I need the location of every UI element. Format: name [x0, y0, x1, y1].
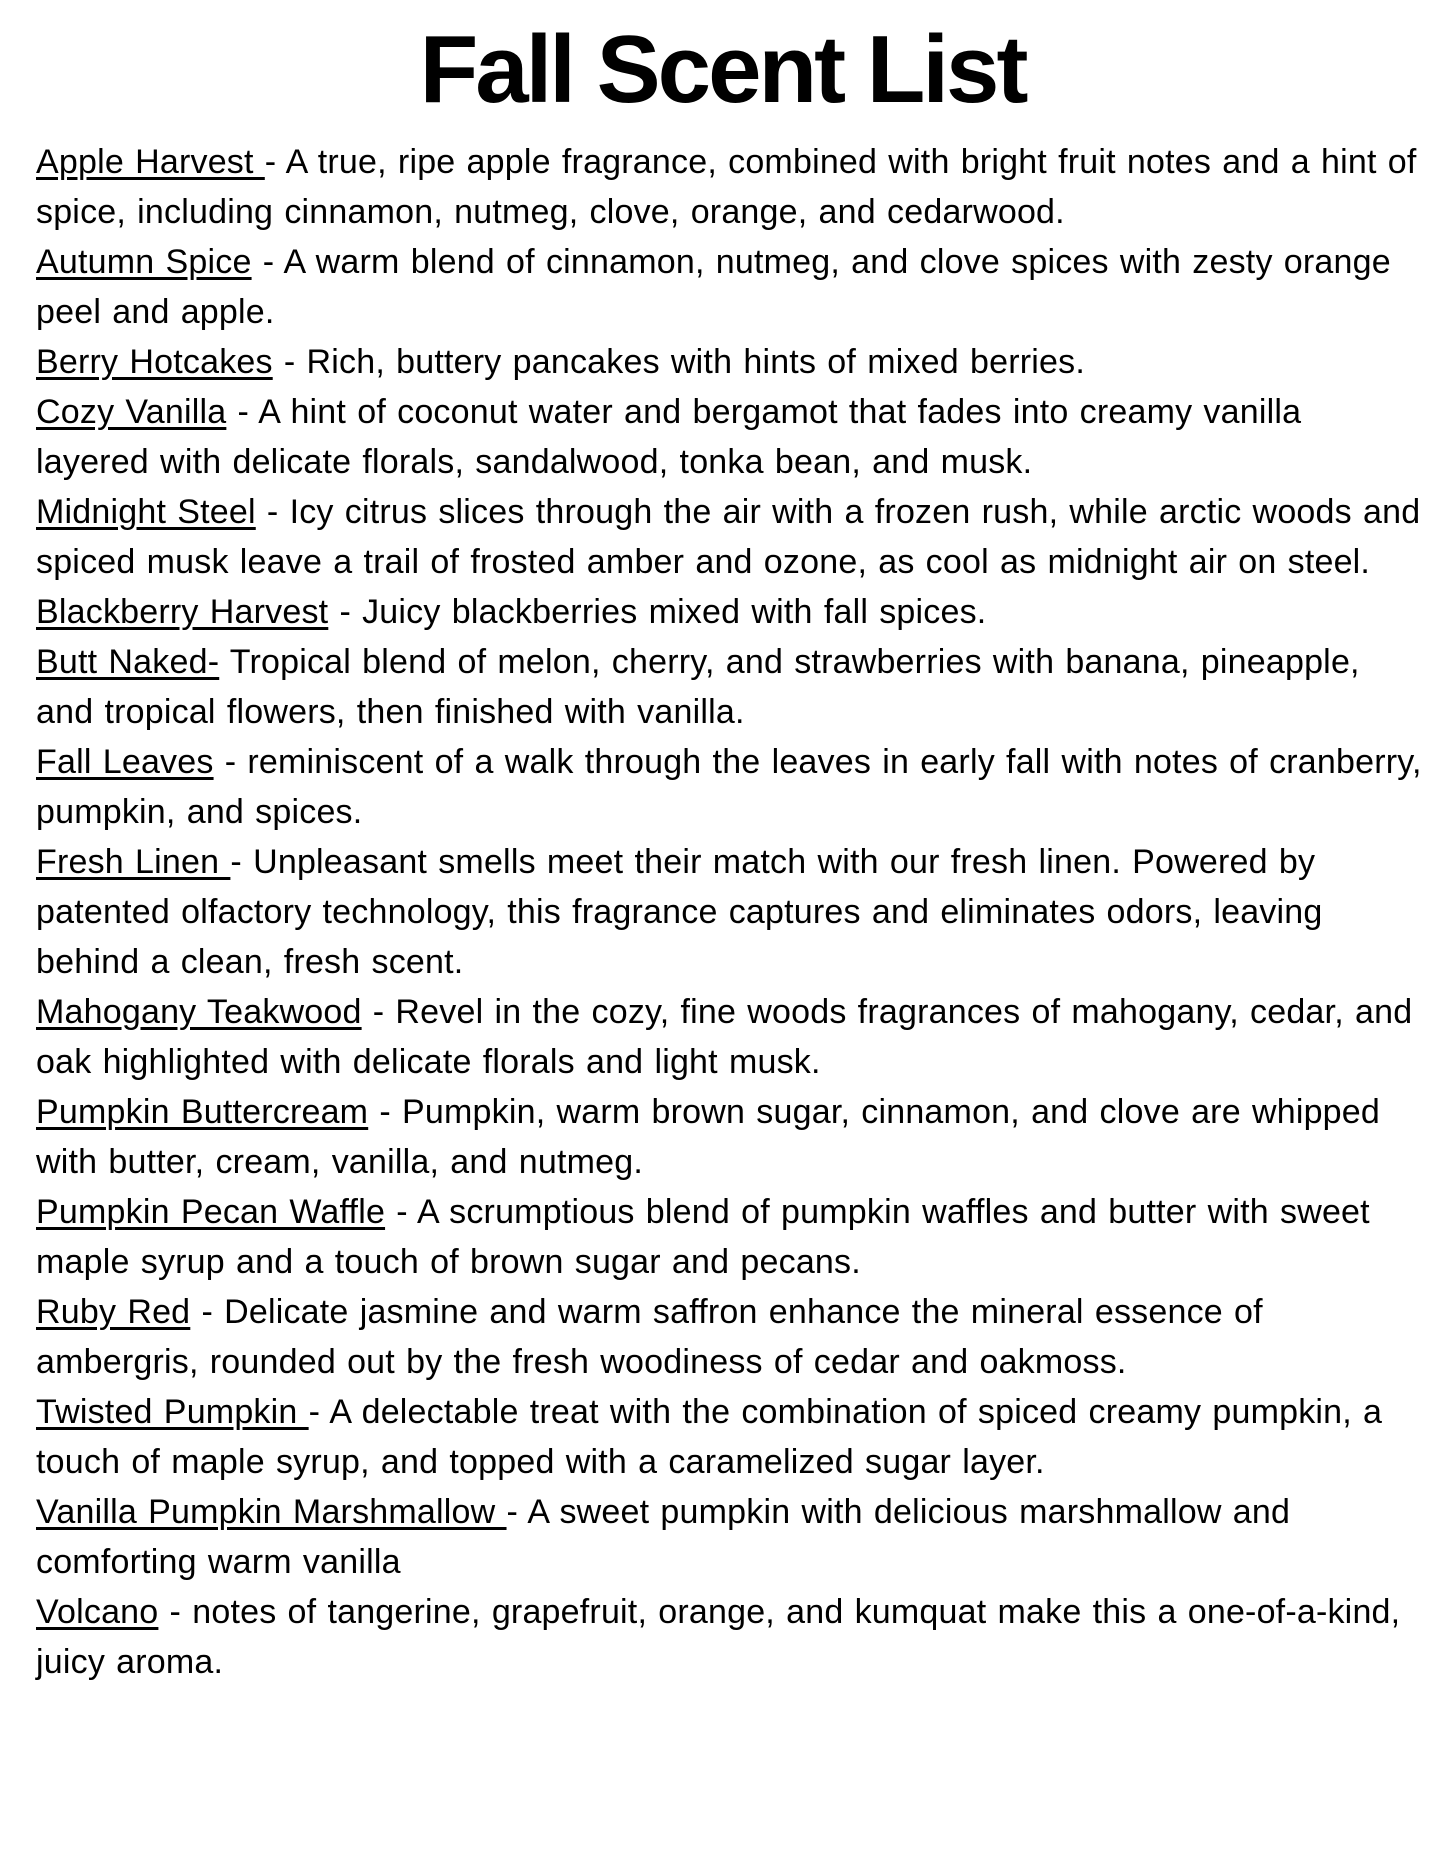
scent-name: Pumpkin Pecan Waffle	[36, 1192, 386, 1231]
scent-name: Midnight Steel	[36, 492, 256, 531]
scent-item	[36, 137, 1425, 237]
scent-description: - reminiscent of a walk through the leaves in early fall with notes of cranberry, pumpkin, and spices.	[36, 742, 1422, 831]
scent-item	[36, 337, 1425, 387]
scent-description: - Unpleasant smells meet their match with our fresh linen. Powered by patented olfactory technology, this fragrance captures and eliminates odors, leaving behind a clean, fresh scent.	[36, 842, 1323, 981]
scent-name: Mahogany Teakwood	[36, 992, 362, 1031]
scent-item	[36, 587, 1425, 637]
scent-item	[36, 387, 1425, 487]
scent-name: Fall Leaves	[36, 742, 214, 781]
scent-name: Twisted Pumpkin	[36, 1392, 309, 1431]
scent-item	[36, 637, 1425, 737]
scent-item	[36, 487, 1425, 587]
scent-name: Pumpkin Buttercream	[36, 1092, 369, 1131]
scent-item	[36, 237, 1425, 337]
scent-name: Ruby Red	[36, 1292, 191, 1331]
scent-item	[36, 987, 1425, 1087]
scent-description: - notes of tangerine, grapefruit, orange, and kumquat make this a one-of-a-kind, juicy aroma.	[36, 1592, 1401, 1681]
scent-item	[36, 1187, 1425, 1287]
scent-description: - A scrumptious blend of pumpkin waffles and butter with sweet maple syrup and a touch of brown sugar and pecans.	[36, 1192, 1370, 1281]
scent-name: Apple Harvest	[36, 142, 265, 181]
scent-name: Berry Hotcakes	[36, 342, 273, 381]
scent-item	[36, 1587, 1425, 1687]
scent-name: Cozy Vanilla	[36, 392, 227, 431]
scent-name: Volcano	[36, 1592, 159, 1631]
page-title: Fall Scent List	[419, 16, 1026, 123]
scent-item	[36, 837, 1425, 987]
scent-description: - A hint of coconut water and bergamot that fades into creamy vanilla layered with delicate florals, sandalwood, tonka bean, and musk.	[36, 392, 1302, 481]
scent-item	[36, 1387, 1425, 1487]
scent-description: - A true, ripe apple fragrance, combined with bright fruit notes and a hint of spice, including cinnamon, nutmeg, clove, orange, and cedarwood.	[36, 142, 1417, 231]
scent-item	[36, 737, 1425, 837]
scent-description: - Icy citrus slices through the air with a frozen rush, while arctic woods and spiced musk leave a trail of frosted amber and ozone, as cool as midnight air on steel.	[36, 492, 1421, 581]
scent-list	[36, 137, 1425, 1687]
scent-description: - Pumpkin, warm brown sugar, cinnamon, and clove are whipped with butter, cream, vanilla, and nutmeg.	[36, 1092, 1381, 1181]
scent-name: Autumn Spice	[36, 242, 252, 281]
scent-name: Butt Naked-	[36, 642, 220, 681]
scent-name: Fresh Linen	[36, 842, 231, 881]
scent-description: Tropical blend of melon, cherry, and strawberries with banana, pineapple, and tropical flowers, then finished with vanilla.	[36, 642, 1360, 731]
scent-item	[36, 1487, 1425, 1587]
scent-description: - A warm blend of cinnamon, nutmeg, and clove spices with zesty orange peel and apple.	[36, 242, 1391, 331]
scent-name: Vanilla Pumpkin Marshmallow	[36, 1492, 507, 1531]
scent-description: - Juicy blackberries mixed with fall spices.	[328, 592, 987, 631]
scent-description: - Delicate jasmine and warm saffron enhance the mineral essence of ambergris, rounded out by the fresh woodiness of cedar and oakmoss.	[36, 1292, 1263, 1381]
scent-description: - A delectable treat with the combination of spiced creamy pumpkin, a touch of maple syrup, and topped with a caramelized sugar layer.	[36, 1392, 1383, 1481]
scent-description: - A sweet pumpkin with delicious marshmallow and comforting warm vanilla	[36, 1492, 1291, 1581]
scent-name: Blackberry Harvest	[36, 592, 329, 631]
scent-item	[36, 1287, 1425, 1387]
scent-item	[36, 1087, 1425, 1187]
scent-description: - Rich, buttery pancakes with hints of mixed berries.	[272, 342, 1086, 381]
scent-description: - Revel in the cozy, fine woods fragrances of mahogany, cedar, and oak highlighted with delicate florals and light musk.	[36, 992, 1413, 1081]
